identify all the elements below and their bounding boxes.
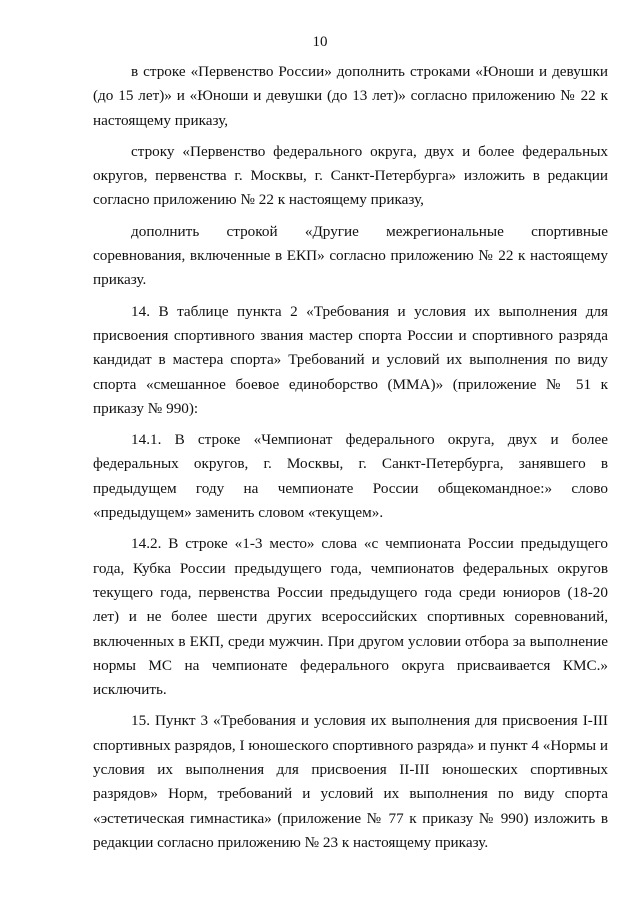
page-number: 10	[312, 34, 328, 50]
paragraph-3: дополнить строкой «Другие межрегиональные спортивные соревнования, включенные в ЕКП» согласно приложению № 22 к настоящему приказу.	[93, 222, 608, 289]
paragraph-15: 15. Пункт 3 «Требования и условия их выполнения для присвоения I-III спортивных разрядов, I юношеского спортивного разряда» и пункт 4 «Нормы и условия их выполнения для присвоения II-III юношеских спортивных разрядов» Норм, требований и условий их выполнения по виду спорта «эстетическая гимнастика» (приложение № 77 к приказу № 990) изложить в редакции согласно приложению № 23 к настоящему приказу.	[93, 712, 608, 851]
document-body	[93, 60, 608, 860]
paragraph-14-2: 14.2. В строке «1-3 место» слова «с чемпионата России предыдущего года, Кубка России предыдущего года, чемпионатов федеральных округов текущего года, первенства России предыдущего года среди юниоров (18-20 лет) и не более шести других всероссийских спортивных соревнований, включенных в ЕКП, среди мужчин. При другом условии отбора за выполнение нормы МС на чемпионате федерального округа присваивается КМС.» исключить.	[93, 535, 608, 699]
paragraph-2: строку «Первенство федерального округа, двух и более федеральных округов, первенства г. Москвы, г. Санкт-Петербурга» изложить в редакции согласно приложению № 22 к настоящему приказу,	[93, 142, 608, 209]
paragraph-14: 14. В таблице пункта 2 «Требования и условия их выполнения для присвоения спортивного звания мастер спорта России и спортивного разряда кандидат в мастера спорта» Требований и условий их выполнения по виду спорта «смешанное боевое единоборство (ММА)» (приложение № 51 к приказу № 990):	[93, 302, 608, 417]
paragraph-1: в строке «Первенство России» дополнить строками «Юноши и девушки (до 15 лет)» и «Юноши и девушки (до 13 лет)» согласно приложению № 22 к настоящему приказу,	[93, 63, 608, 129]
paragraph-14-1: 14.1. В строке «Чемпионат федерального округа, двух и более федеральных округов, г. Москвы, г. Санкт-Петербурга, занявшего в предыдущем году на чемпионате России общекомандное:» слово «предыдущем» заменить словом «текущем».	[93, 431, 608, 522]
